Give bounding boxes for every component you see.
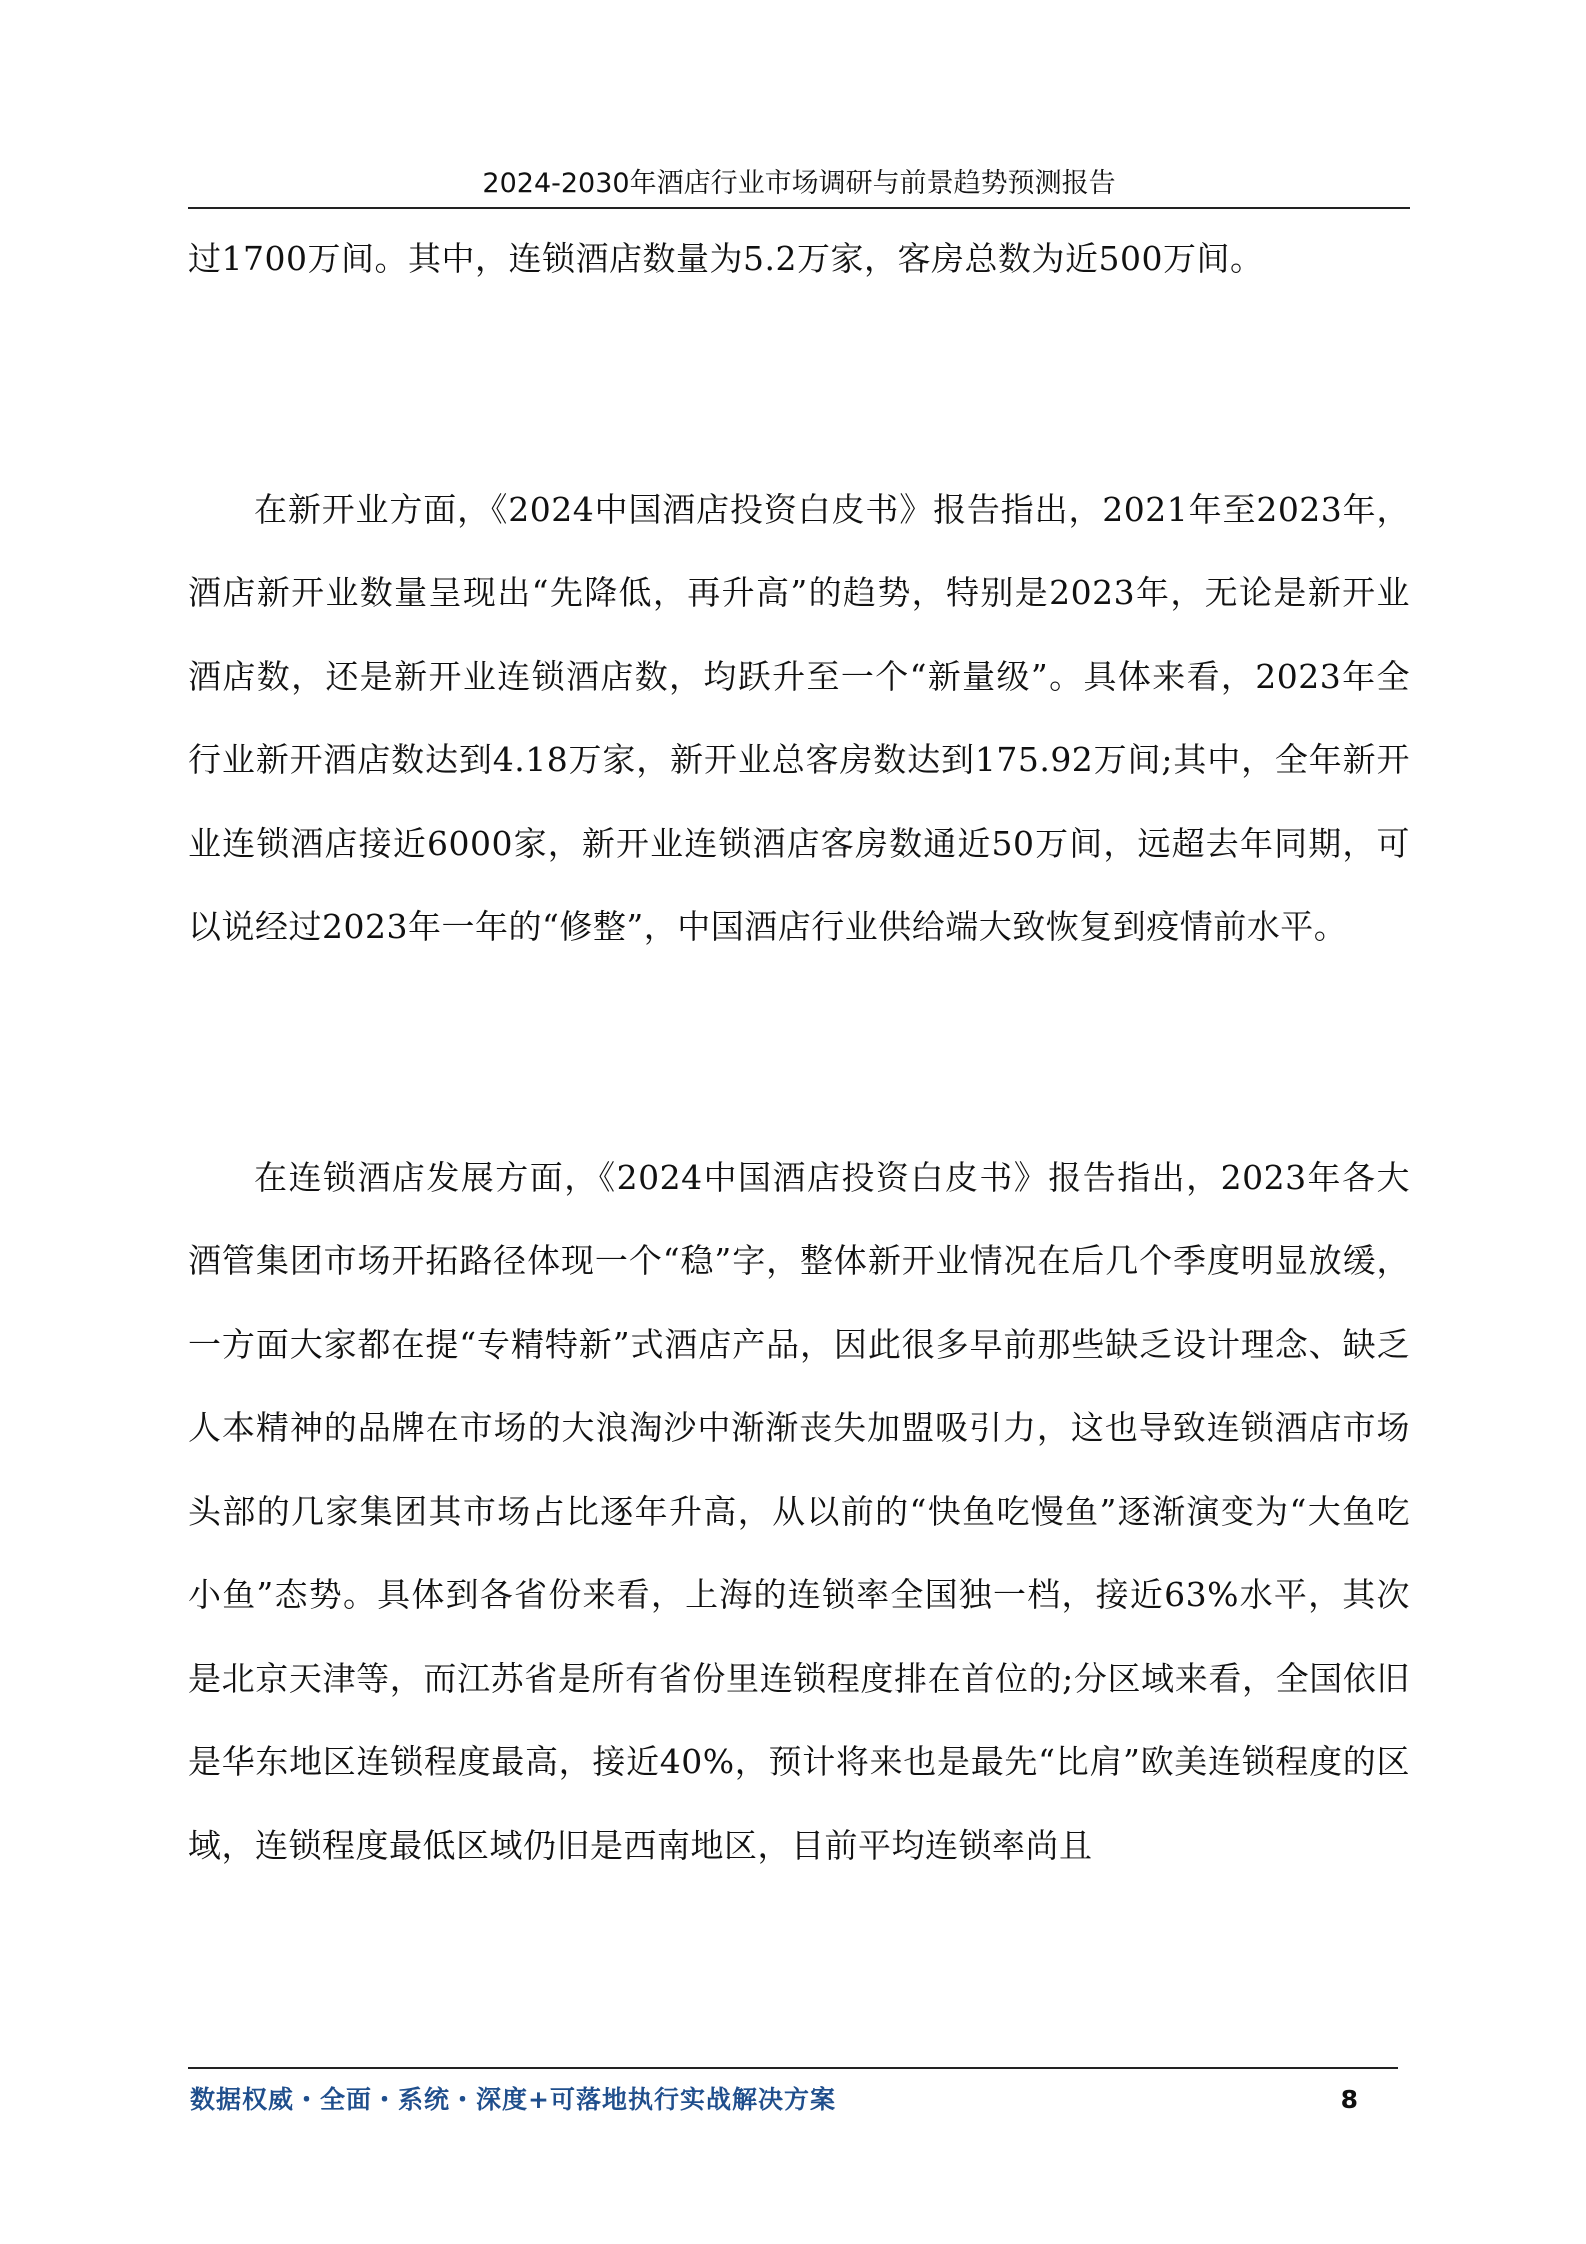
paragraph-new-openings: 在新开业方面，《2024中国酒店投资白皮书》报告指出，2021年至2023年，酒店新开业数量呈现出“先降低，再升高”的趋势，特别是2023年，无论是新开业酒店数，还是新开业连锁酒店数，均跃升至一个“新量级”。具体来看，2023年全行业新开酒店数达到4.18万家，新开业总客房数达到175.92万间;其中，全年新开业连锁酒店接近6000家，新开业连锁酒店客房数通近50万间，远超去年同期，可以说经过2023年一年的“修整”，中国酒店行业供给端大致恢复到疫情前水平。	[188, 489, 1410, 946]
paragraph-gap	[188, 301, 1410, 468]
page-number: 8	[1340, 2085, 1358, 2114]
header-divider	[188, 207, 1410, 209]
page-header-title: 2024-2030年酒店行业市场调研与前景趋势预测报告	[482, 168, 1116, 199]
footer-slogan: 数据权威・全面・系统・深度+可落地执行实战解决方案	[190, 2085, 836, 2114]
footer-divider	[188, 2067, 1398, 2069]
paragraph-continuation: 过1700万间。其中，连锁酒店数量为5.2万家，客房总数为近500万间。	[188, 239, 1264, 278]
paragraph-chain-development: 在连锁酒店发展方面，《2024中国酒店投资白皮书》报告指出，2023年各大酒管集团市场开拓路径体现一个“稳”字，整体新开业情况在后几个季度明显放缓，一方面大家都在提“专精特新”式酒店产品，因此很多早前那些缺乏设计理念、缺乏人本精神的品牌在市场的大浪淘沙中渐渐丧失加盟吸引力，这也导致连锁酒店市场头部的几家集团其市场占比逐年升高，从以前的“快鱼吃慢鱼”逐渐演变为“大鱼吃小鱼”态势。具体到各省份来看，上海的连锁率全国独一档，接近63%水平，其次是北京天津等，而江苏省是所有省份里连锁程度排在首位的;分区域来看，全国依旧是华东地区连锁程度最高，接近40%，预计将来也是最先“比肩”欧美连锁程度的区域，连锁程度最低区域仍旧是西南地区，目前平均连锁率尚且	[188, 1157, 1410, 1865]
paragraph-gap	[188, 969, 1410, 1136]
main-text	[188, 217, 1410, 1887]
